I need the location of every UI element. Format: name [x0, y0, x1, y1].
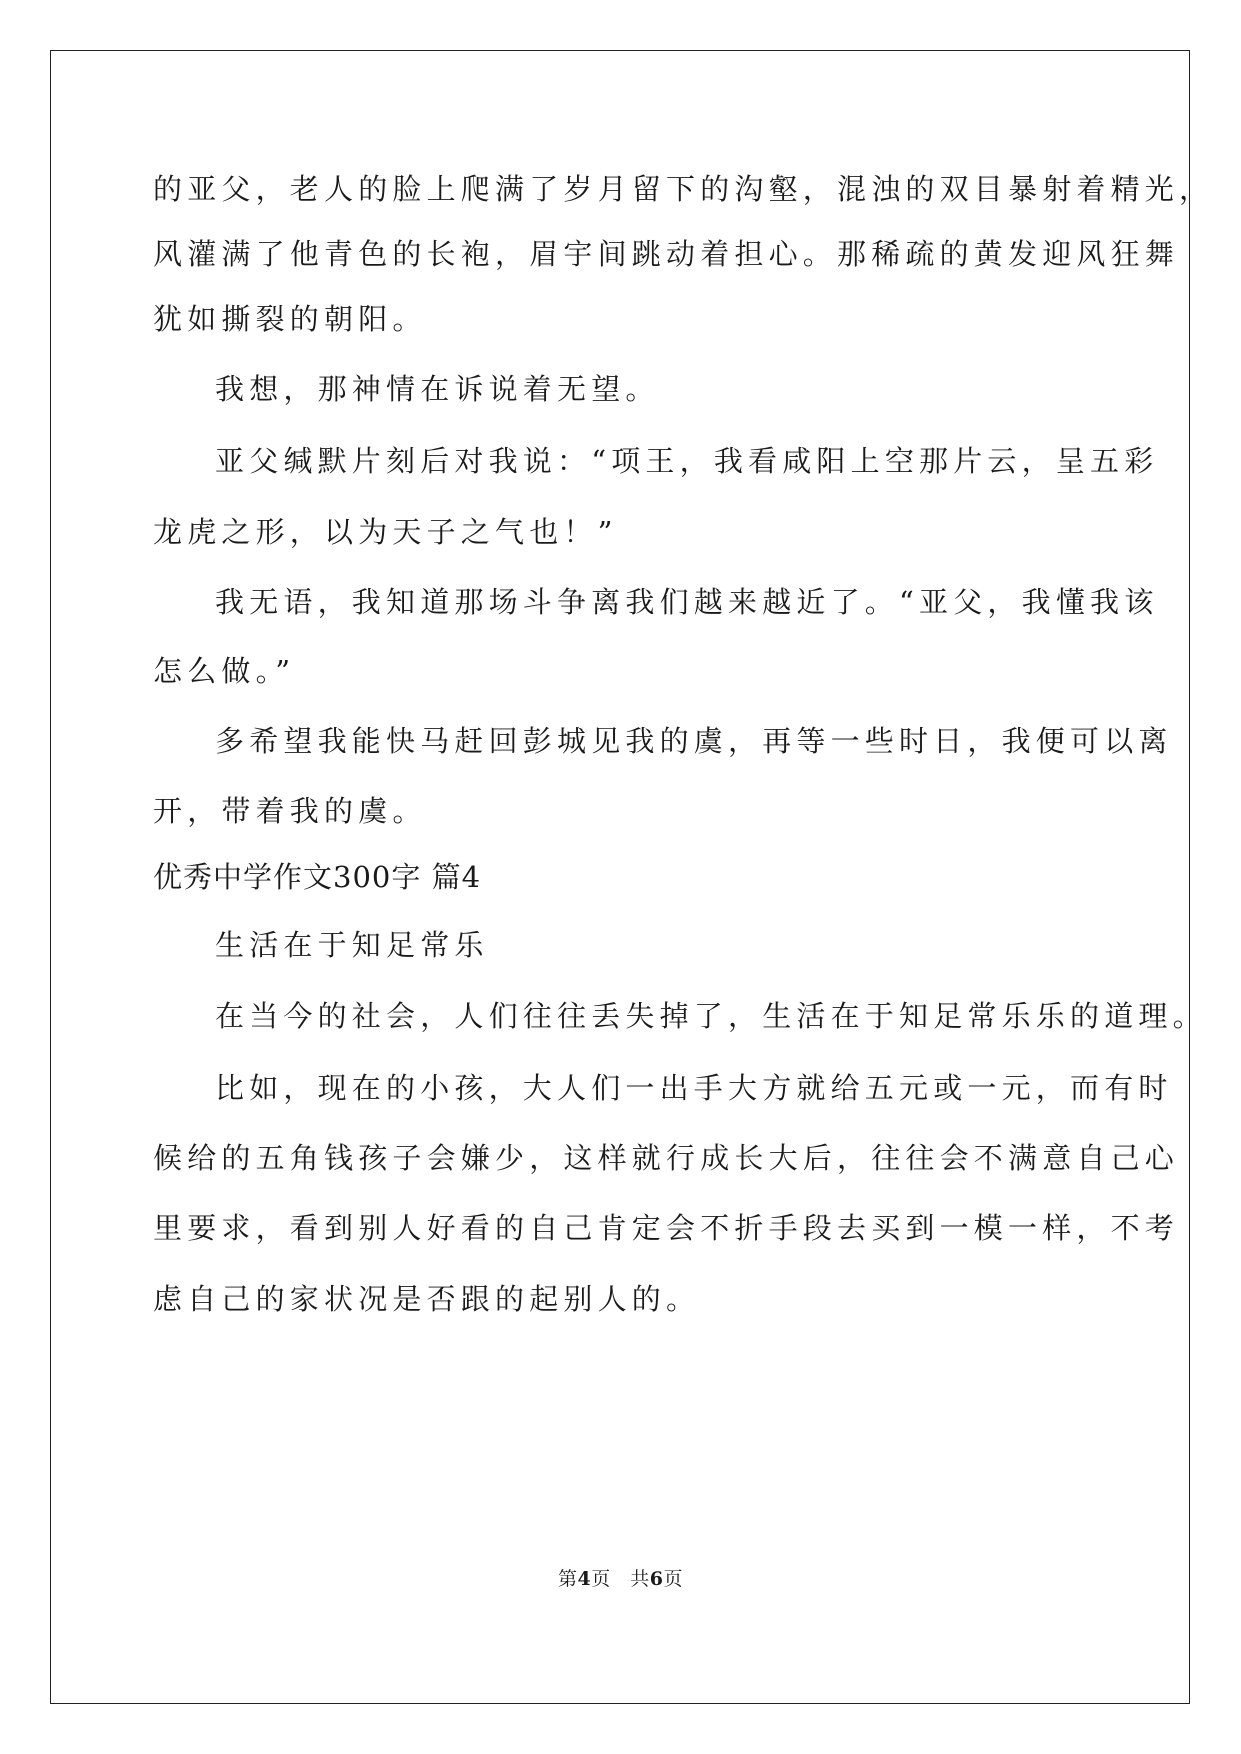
total-pages-number: 6: [649, 1568, 664, 1590]
paragraph-line: 龙虎之形，以为天子之气也！”: [153, 515, 618, 549]
paragraph-line: 我想，那神情在诉说着无望。: [215, 372, 660, 406]
paragraph-line: 里要求，看到别人好看的自己肯定会不折手段去买到一模一样，不考: [153, 1211, 1180, 1245]
footer-prefix: 第: [557, 1568, 578, 1590]
paragraph-line: 开，带着我的虞。: [153, 794, 427, 828]
paragraph-line: 我无语，我知道那场斗争离我们越来越近了。“亚父，我懂我该: [215, 585, 1159, 619]
paragraph-line: 的亚父，老人的脸上爬满了岁月留下的沟壑，混浊的双目暴射着精光，: [153, 172, 1214, 206]
paragraph-line: 怎么做。”: [153, 654, 296, 688]
section-subtitle: 生活在于知足常乐: [215, 928, 489, 962]
paragraph-line: 在当今的社会，人们往往丢失掉了，生活在于知足常乐乐的道理。: [215, 999, 1207, 1033]
paragraph-line: 多希望我能快马赶回彭城见我的虞，再等一些时日，我便可以离: [215, 724, 1173, 758]
footer-middle: 页 共: [591, 1568, 650, 1590]
paragraph-line: 比如，现在的小孩，大人们一出手大方就给五元或一元，而有时: [215, 1071, 1173, 1105]
section-heading: 优秀中学作文300字 篇4: [153, 860, 482, 894]
paragraph-line: 风灌满了他青色的长袍，眉宇间跳动着担心。那稀疏的黄发迎风狂舞: [153, 237, 1180, 271]
paragraph-line: 犹如撕裂的朝阳。: [153, 302, 427, 336]
current-page-number: 4: [577, 1568, 592, 1590]
paragraph-line: 候给的五角钱孩子会嫌少，这样就行成长大后，往往会不满意自己心: [153, 1141, 1180, 1175]
paragraph-line: 虑自己的家状况是否跟的起别人的。: [153, 1282, 701, 1316]
footer-suffix: 页: [663, 1568, 683, 1590]
paragraph-line: 亚父缄默片刻后对我说：“项王，我看咸阳上空那片云，呈五彩: [215, 444, 1159, 478]
page-footer: [0, 1564, 1241, 1591]
